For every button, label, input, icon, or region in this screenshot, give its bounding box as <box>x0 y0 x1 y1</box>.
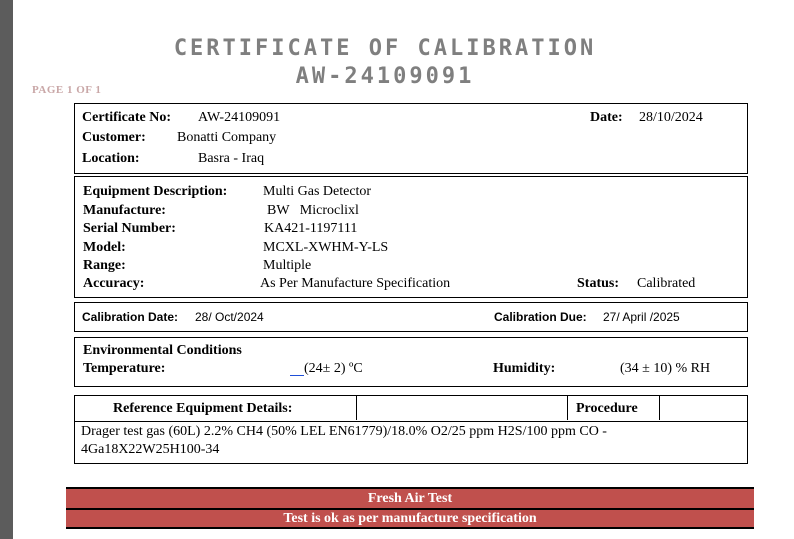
model-label: Model: <box>83 240 126 255</box>
humidity-value: (34 ± 10) % RH <box>620 361 711 376</box>
page-indicator: PAGE 1 OF 1 <box>32 84 102 96</box>
fresh-air-test-label: Fresh Air Test <box>367 491 453 506</box>
status-label: Status: <box>577 276 620 291</box>
certificate-title: CERTIFICATE OF CALIBRATION <box>173 36 597 61</box>
calibration-date-label: Calibration Date: <box>82 310 179 324</box>
temperature-value: (24± 2) ºC <box>304 361 363 376</box>
date-value: 28/10/2024 <box>639 110 703 125</box>
reference-col-divider-1 <box>356 396 357 420</box>
reference-header-divider <box>75 421 747 422</box>
certificate-number-title: AW-24109091 <box>295 64 475 89</box>
manufacture-label: Manufacture: <box>83 203 166 218</box>
customer-label: Customer: <box>82 130 146 145</box>
humidity-label: Humidity: <box>493 361 556 376</box>
date-label: Date: <box>590 110 623 125</box>
calibration-due-value: 27/ April /2025 <box>603 310 680 324</box>
customer-value: Bonatti Company <box>177 130 277 145</box>
text-cursor-mark <box>290 375 304 376</box>
reference-details-line2: 4Ga18X22W25H100-34 <box>81 442 220 457</box>
reference-details-header: Reference Equipment Details: <box>113 401 293 416</box>
serial-number-label: Serial Number: <box>83 221 176 236</box>
test-result-text: Test is ok as per manufacture specification <box>283 511 537 526</box>
cert-no-label: Certificate No: <box>82 110 172 125</box>
equipment-description-label: Equipment Description: <box>83 184 228 199</box>
range-label: Range: <box>83 258 126 273</box>
serial-number-value: KA421-1197111 <box>264 221 358 236</box>
reference-col-divider-3 <box>659 396 660 420</box>
calibration-date-value: 28/ Oct/2024 <box>195 310 264 324</box>
accuracy-value: As Per Manufacture Specification <box>260 276 451 291</box>
location-value: Basra - Iraq <box>198 151 265 166</box>
test-result-band <box>66 508 754 529</box>
fresh-air-test-band <box>66 487 754 508</box>
cert-no-value: AW-24109091 <box>198 110 281 125</box>
status-value: Calibrated <box>637 276 696 291</box>
temperature-label: Temperature: <box>83 361 166 376</box>
procedure-header: Procedure <box>576 401 638 416</box>
reference-col-divider-2 <box>567 396 568 420</box>
accuracy-label: Accuracy: <box>83 276 145 291</box>
environment-heading: Environmental Conditions <box>83 343 242 358</box>
equipment-description-value: Multi Gas Detector <box>263 184 372 199</box>
manufacture-value: BW Microclixl <box>267 203 359 218</box>
left-margin-bar <box>0 0 13 539</box>
model-value: MCXL-XWHM-Y-LS <box>263 240 389 255</box>
location-label: Location: <box>82 151 140 166</box>
calibration-due-label: Calibration Due: <box>494 310 587 324</box>
reference-details-line1: Drager test gas (60L) 2.2% CH4 (50% LEL EN61779)/18.0% O2/25 ppm H2S/100 ppm CO - <box>81 424 607 439</box>
range-value: Multiple <box>263 258 312 273</box>
